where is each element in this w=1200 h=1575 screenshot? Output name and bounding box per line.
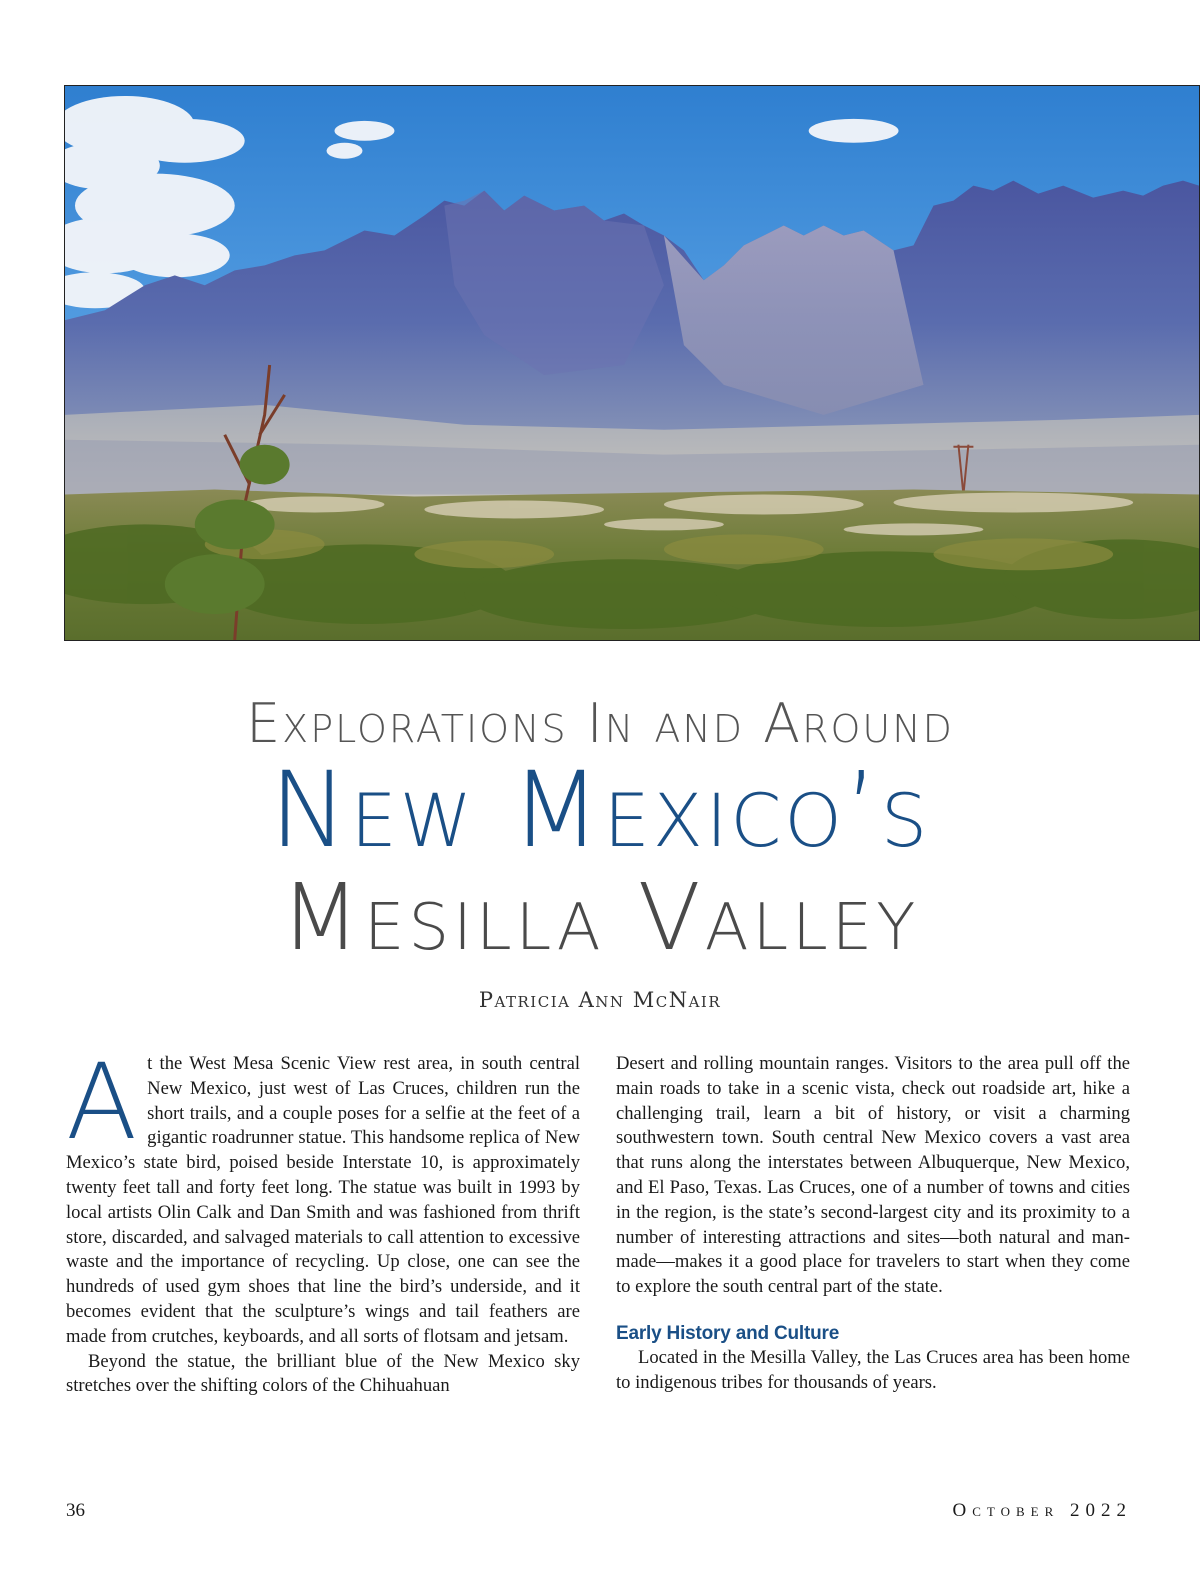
author-byline: Patricia Ann McNair <box>478 988 722 1012</box>
article-column-left <box>66 1041 580 1399</box>
article-paragraph: Beyond the statue, the brilliant blue of the New Mexico sky stretches over the shifting colors of the Chihuahuan <box>66 1350 580 1397</box>
landscape-image <box>65 86 1199 640</box>
article-paragraph: Desert and rolling mountain ranges. Visitors to the area pull off the main roads to take in a scenic vista, check out roadside art, hike a challenging trail, learn a bit of history, or visit a charming southwestern town. South central New Mexico covers a vast area that runs along the interstates between Albuquerque, New Mexico, and El Paso, Texas. Las Cruces, one of a number of towns and cities in the region, is the state’s second-largest city and its proximity to a number of interesting attractions and sites—both natural and man-made—makes it a good place for travelers to start when they come to explore the south central part of the state. <box>616 1053 1130 1298</box>
title-line-1: New Mexico’s <box>269 749 931 871</box>
issue-date: October 2022 <box>952 1500 1132 1521</box>
article-column-right <box>616 1052 1130 1396</box>
section-subhead: Early History and Culture <box>616 1322 840 1344</box>
title-block <box>0 694 1200 1012</box>
page-number: 36 <box>66 1500 85 1521</box>
article-paragraph <box>66 1041 580 1350</box>
title-kicker: Explorations In and Around <box>246 692 954 755</box>
title-line-2: Mesilla Valley <box>280 864 920 971</box>
paragraph-text: t the West Mesa Scenic View rest area, in south central New Mexico, just west of Las Cruces, children run the short trails, and a couple poses for a selfie at the feet of a gigantic roadrunner statue. This handsome replica of New Mexico’s state bird, poised beside Interstate 10, is approximately twenty feet tall and forty feet long. The statue was built in 1993 by local artists Olin Calk and Dan Smith and was fashioned from thrift store, discarded, and salvaged materials to call attention to excessive waste and the importance of recycling. Up close, one can see the hundreds of used gym shoes that line the bird’s underside, and it becomes evident that the sculpture’s wings and tail feathers are made from crutches, keyboards, and all sorts of flotsam and jetsam. <box>66 1053 580 1347</box>
hero-photo <box>64 85 1200 641</box>
article-paragraph: Located in the Mesilla Valley, the Las Cruces area has been home to indigenous tribes for thousands of years. <box>616 1346 1130 1393</box>
drop-cap: A <box>66 1041 138 1163</box>
